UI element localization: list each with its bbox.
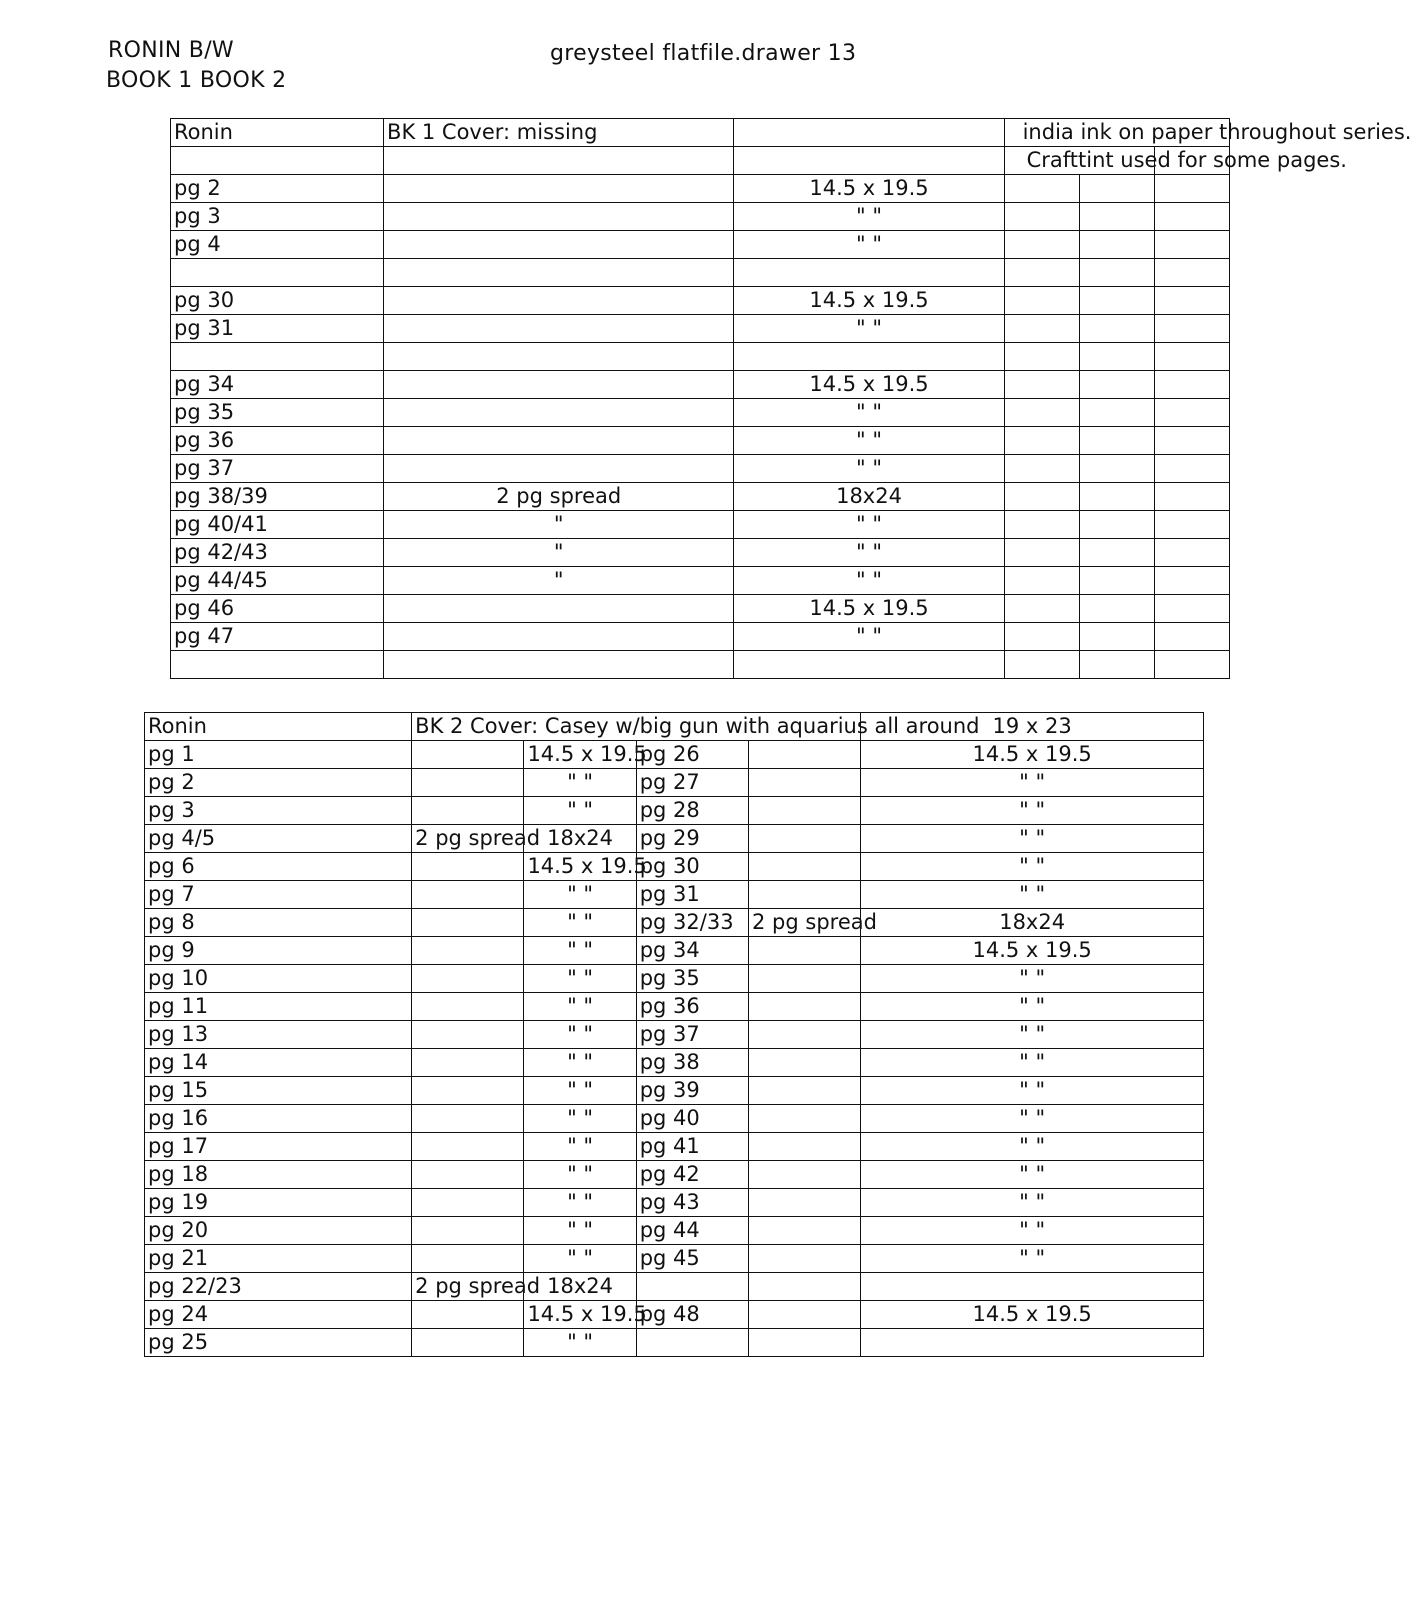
page-size: " ": [861, 1161, 1204, 1189]
page-number: pg 43: [636, 1189, 748, 1217]
page-size: " ": [524, 1161, 636, 1189]
page-number: pg 42: [636, 1161, 748, 1189]
page-size: " ": [861, 1021, 1204, 1049]
page-number: pg 36: [171, 427, 384, 455]
page-note: [412, 1049, 524, 1077]
page-size: " ": [734, 231, 1004, 259]
page-number: pg 29: [636, 825, 748, 853]
page-note: [384, 343, 734, 371]
page-size: " ": [734, 427, 1004, 455]
page-note: [412, 1189, 524, 1217]
table-row: [171, 651, 1230, 679]
page-size: 14.5 x 19.5: [861, 741, 1204, 769]
page-size: " ": [861, 1217, 1204, 1245]
page-number: pg 19: [145, 1189, 412, 1217]
page-note: [384, 623, 734, 651]
page-number: pg 7: [145, 881, 412, 909]
page-number: [636, 1329, 748, 1357]
table-row: [145, 1273, 1204, 1301]
page-number: pg 1: [145, 741, 412, 769]
page-size: " ": [524, 909, 636, 937]
table-row: [145, 881, 1204, 909]
page-number: pg 3: [145, 797, 412, 825]
table-row: [145, 741, 1204, 769]
page-note: [749, 1329, 861, 1357]
table-cell: [1079, 175, 1154, 203]
table-cell: [1079, 539, 1154, 567]
page-size: " ": [861, 993, 1204, 1021]
page-note: [749, 881, 861, 909]
table-row: [171, 203, 1230, 231]
book2-table: [144, 712, 1204, 1357]
table-cell: [1079, 399, 1154, 427]
page-size: 14.5 x 19.5: [861, 937, 1204, 965]
page-size: 14.5 x 19.5: [734, 175, 1004, 203]
page-number: pg 16: [145, 1105, 412, 1133]
table-cell: [1154, 651, 1229, 679]
page-number: pg 8: [145, 909, 412, 937]
page-size: " ": [524, 797, 636, 825]
table-row: [145, 1105, 1204, 1133]
page-note: [384, 651, 734, 679]
page-note: 2 pg spread: [749, 909, 861, 937]
page-size: [861, 1329, 1204, 1357]
table-row: [145, 1021, 1204, 1049]
table-cell: [1004, 315, 1079, 343]
page-note: [749, 1133, 861, 1161]
table-cell: [1004, 175, 1079, 203]
page-note: [384, 259, 734, 287]
table-cell: [1004, 231, 1079, 259]
page-number: pg 26: [636, 741, 748, 769]
table-cell: [1154, 203, 1229, 231]
page-number: pg 20: [145, 1217, 412, 1245]
page-note: [412, 1301, 524, 1329]
page-note: [412, 769, 524, 797]
page-note: [384, 175, 734, 203]
table-cell: [1079, 287, 1154, 315]
book1-label: Ronin: [171, 119, 384, 147]
page-note: [412, 797, 524, 825]
page-size: " ": [734, 399, 1004, 427]
page-note: [749, 741, 861, 769]
table-row: [171, 371, 1230, 399]
page-size: " ": [524, 1049, 636, 1077]
table-row: [145, 1077, 1204, 1105]
table-cell: [1079, 371, 1154, 399]
page-number: pg 38/39: [171, 483, 384, 511]
page-note: 2 pg spread: [412, 1273, 524, 1301]
page-note: [412, 965, 524, 993]
page-number: pg 21: [145, 1245, 412, 1273]
table-cell: [1079, 315, 1154, 343]
page-number: pg 34: [636, 937, 748, 965]
book1-cover: BK 1 Cover: missing: [384, 119, 734, 147]
table-cell: [1004, 371, 1079, 399]
table-cell: [1004, 567, 1079, 595]
page-size: " ": [734, 567, 1004, 595]
table-row: [171, 399, 1230, 427]
table-row: [171, 455, 1230, 483]
table-cell: [1154, 287, 1229, 315]
page-number: [636, 1273, 748, 1301]
table-row: [171, 231, 1230, 259]
page-size: [734, 651, 1004, 679]
table-cell: [171, 147, 384, 175]
table-cell: [1004, 539, 1079, 567]
table-row: [171, 343, 1230, 371]
table-cell: [1004, 651, 1079, 679]
book2-label: Ronin: [145, 713, 412, 741]
page-number: pg 44/45: [171, 567, 384, 595]
table-row: [145, 1245, 1204, 1273]
table-cell: [734, 119, 1004, 147]
table-row: [145, 965, 1204, 993]
table-cell: [1154, 455, 1229, 483]
page-note: [412, 1105, 524, 1133]
page-number: pg 31: [171, 315, 384, 343]
table-cell: [1004, 287, 1079, 315]
page-note: [749, 825, 861, 853]
page-note: [384, 427, 734, 455]
table-cell: [1154, 315, 1229, 343]
page-note: [749, 797, 861, 825]
table-cell: [1004, 203, 1079, 231]
page-note: [749, 965, 861, 993]
table-cell: [1004, 259, 1079, 287]
book1-table: [170, 118, 1411, 679]
page-number: pg 2: [171, 175, 384, 203]
page-number: pg 38: [636, 1049, 748, 1077]
page-size: " ": [861, 1133, 1204, 1161]
page-number: pg 15: [145, 1077, 412, 1105]
page-size: [734, 343, 1004, 371]
page-number: pg 37: [171, 455, 384, 483]
table-cell: [1004, 595, 1079, 623]
page-number: pg 30: [171, 287, 384, 315]
page-number: pg 36: [636, 993, 748, 1021]
header-title: RONIN B/W: [108, 38, 234, 63]
header-books: BOOK 1 BOOK 2: [106, 68, 287, 93]
table-row: [145, 1329, 1204, 1357]
page-size: " ": [734, 623, 1004, 651]
table-cell: [1079, 651, 1154, 679]
page-note: [412, 1161, 524, 1189]
page-number: pg 18: [145, 1161, 412, 1189]
page-number: pg 27: [636, 769, 748, 797]
page-number: pg 35: [636, 965, 748, 993]
page-size: " ": [734, 539, 1004, 567]
page-number: pg 35: [171, 399, 384, 427]
page-size: [861, 1273, 1204, 1301]
page-size: " ": [861, 1189, 1204, 1217]
page-note: [749, 1161, 861, 1189]
page-note: [412, 1133, 524, 1161]
page-number: pg 48: [636, 1301, 748, 1329]
page-note: [412, 881, 524, 909]
page-note: [412, 993, 524, 1021]
page-note: 2 pg spread: [412, 825, 524, 853]
page-number: pg 31: [636, 881, 748, 909]
table-cell: [1154, 259, 1229, 287]
page-size: " ": [524, 1105, 636, 1133]
page-number: pg 3: [171, 203, 384, 231]
table-cell: [1004, 343, 1079, 371]
page-size: " ": [861, 881, 1204, 909]
book2-cover: BK 2 Cover: Casey w/big gun with aquarius all around: [412, 713, 861, 741]
page-note: [749, 1189, 861, 1217]
page-size: " ": [861, 965, 1204, 993]
page-size: 18x24: [524, 1273, 636, 1301]
page-size: " ": [734, 315, 1004, 343]
page-size: " ": [861, 1077, 1204, 1105]
page-note: [749, 1245, 861, 1273]
page-number: pg 4: [171, 231, 384, 259]
page-size: 14.5 x 19.5: [734, 595, 1004, 623]
page-number: pg 17: [145, 1133, 412, 1161]
table-row: [145, 797, 1204, 825]
table-row: [171, 567, 1230, 595]
page-size: " ": [524, 993, 636, 1021]
page-note: [749, 937, 861, 965]
page-size: 18x24: [734, 483, 1004, 511]
page-number: pg 46: [171, 595, 384, 623]
table-row: [145, 1133, 1204, 1161]
page-note: [749, 1105, 861, 1133]
book1-note-crafttint: Crafttint used for some pages.: [1004, 147, 1154, 175]
page-number: pg 40/41: [171, 511, 384, 539]
table-row: [171, 483, 1230, 511]
page-number: pg 44: [636, 1217, 748, 1245]
page-note: [412, 909, 524, 937]
page-number: pg 47: [171, 623, 384, 651]
page-note: [384, 287, 734, 315]
table-cell: [1154, 483, 1229, 511]
table-cell: [1154, 343, 1229, 371]
table-cell: [1004, 399, 1079, 427]
table-cell: [734, 147, 1004, 175]
page-note: [384, 455, 734, 483]
page-number: pg 11: [145, 993, 412, 1021]
page-note: [384, 203, 734, 231]
table-cell: [384, 147, 734, 175]
page-note: [412, 1077, 524, 1105]
page-number: pg 42/43: [171, 539, 384, 567]
page-number: pg 40: [636, 1105, 748, 1133]
page-number: pg 45: [636, 1245, 748, 1273]
page-size: " ": [524, 1245, 636, 1273]
table-row: [145, 1217, 1204, 1245]
table-cell: [1004, 455, 1079, 483]
page-number: pg 6: [145, 853, 412, 881]
page-number: pg 30: [636, 853, 748, 881]
page-size: " ": [861, 1105, 1204, 1133]
table-row: [145, 853, 1204, 881]
table-row: [145, 769, 1204, 797]
table-cell: [1079, 231, 1154, 259]
table-cell: [1079, 455, 1154, 483]
table-cell: [1004, 483, 1079, 511]
page-number: pg 39: [636, 1077, 748, 1105]
page-note: [412, 1329, 524, 1357]
page-note: [412, 741, 524, 769]
table-row: [171, 259, 1230, 287]
header-location: greysteel flatfile.drawer 13: [550, 41, 857, 66]
page-number: pg 4/5: [145, 825, 412, 853]
page-size: " ": [861, 769, 1204, 797]
page-note: ": [384, 539, 734, 567]
page-note: [412, 1217, 524, 1245]
page-size: 14.5 x 19.5: [524, 1301, 636, 1329]
page-size: " ": [524, 1217, 636, 1245]
table-cell: [1154, 595, 1229, 623]
page-number: pg 2: [145, 769, 412, 797]
page-number: pg 37: [636, 1021, 748, 1049]
table-cell: [1079, 623, 1154, 651]
page-note: [749, 769, 861, 797]
page-number: [171, 651, 384, 679]
table-cell: [1154, 427, 1229, 455]
page-number: [171, 259, 384, 287]
table-row: [145, 937, 1204, 965]
page-note: ": [384, 511, 734, 539]
table-row: [145, 1301, 1204, 1329]
table-cell: [1079, 483, 1154, 511]
page-size: 18x24: [861, 909, 1204, 937]
page-size: " ": [524, 881, 636, 909]
page-size: " ": [861, 797, 1204, 825]
page-note: [749, 1217, 861, 1245]
page-note: [749, 1021, 861, 1049]
table-cell: [1079, 259, 1154, 287]
table-cell: [1079, 343, 1154, 371]
table-row: [171, 511, 1230, 539]
table-row: [171, 175, 1230, 203]
table-cell: [1154, 231, 1229, 259]
page-size: " ": [734, 203, 1004, 231]
table-row: [171, 539, 1230, 567]
page-size: 14.5 x 19.5: [861, 1301, 1204, 1329]
page-size: 14.5 x 19.5: [524, 853, 636, 881]
page-size: " ": [524, 965, 636, 993]
page-number: pg 22/23: [145, 1273, 412, 1301]
table-cell: [1154, 623, 1229, 651]
page-size: [734, 259, 1004, 287]
page-number: pg 32/33: [636, 909, 748, 937]
table-cell: [1004, 427, 1079, 455]
book2-cover-size: 19 x 23: [861, 713, 1204, 741]
page-size: " ": [524, 937, 636, 965]
page-number: pg 28: [636, 797, 748, 825]
page-note: [384, 231, 734, 259]
table-cell: [1154, 511, 1229, 539]
page-note: [749, 1077, 861, 1105]
table-cell: [1004, 511, 1079, 539]
table-cell: [1079, 567, 1154, 595]
page-note: [749, 993, 861, 1021]
page-number: pg 24: [145, 1301, 412, 1329]
table-cell: [1079, 203, 1154, 231]
table-cell: [1079, 511, 1154, 539]
table-cell: [1004, 623, 1079, 651]
page-note: [749, 1301, 861, 1329]
page-note: [749, 1273, 861, 1301]
page-note: [412, 1021, 524, 1049]
page-note: [412, 937, 524, 965]
page-size: " ": [524, 1329, 636, 1357]
page-number: pg 41: [636, 1133, 748, 1161]
page-note: [384, 595, 734, 623]
table-row: [171, 315, 1230, 343]
table-row: [171, 147, 1230, 175]
table-row: [171, 623, 1230, 651]
page-note: [384, 371, 734, 399]
page-number: pg 9: [145, 937, 412, 965]
page-number: pg 10: [145, 965, 412, 993]
page-size: 18x24: [524, 825, 636, 853]
table-cell: [1154, 175, 1229, 203]
page-size: 14.5 x 19.5: [734, 287, 1004, 315]
table-cell: [1154, 371, 1229, 399]
page-size: " ": [524, 1077, 636, 1105]
page-note: 2 pg spread: [384, 483, 734, 511]
table-row: [171, 119, 1230, 147]
page-size: " ": [524, 1189, 636, 1217]
page-size: " ": [861, 1245, 1204, 1273]
page-number: [171, 343, 384, 371]
page-note: [384, 399, 734, 427]
page-size: " ": [524, 1133, 636, 1161]
page-number: pg 13: [145, 1021, 412, 1049]
page-size: 14.5 x 19.5: [734, 371, 1004, 399]
table-row: [171, 427, 1230, 455]
table-cell: [1079, 427, 1154, 455]
table-row: [145, 825, 1204, 853]
page-size: " ": [734, 455, 1004, 483]
table-row: [171, 287, 1230, 315]
page-number: pg 14: [145, 1049, 412, 1077]
page-size: 14.5 x 19.5: [524, 741, 636, 769]
table-cell: [1154, 567, 1229, 595]
table-row: [145, 713, 1204, 741]
page-note: [384, 315, 734, 343]
page-note: ": [384, 567, 734, 595]
page-size: " ": [524, 1021, 636, 1049]
table-cell: [1079, 595, 1154, 623]
table-row: [145, 1189, 1204, 1217]
page-size: " ": [734, 511, 1004, 539]
table-row: [145, 993, 1204, 1021]
page-note: [412, 1245, 524, 1273]
page-size: " ": [861, 825, 1204, 853]
table-row: [145, 1161, 1204, 1189]
table-row: [145, 1049, 1204, 1077]
page-note: [412, 853, 524, 881]
table-row: [171, 595, 1230, 623]
table-cell: [1154, 399, 1229, 427]
page-size: " ": [861, 853, 1204, 881]
page-number: pg 34: [171, 371, 384, 399]
page-note: [749, 853, 861, 881]
page-size: " ": [861, 1049, 1204, 1077]
table-row: [145, 909, 1204, 937]
table-cell: [1154, 539, 1229, 567]
page-number: pg 25: [145, 1329, 412, 1357]
book1-note-media: india ink on paper throughout series.: [1004, 119, 1229, 147]
page-note: [749, 1049, 861, 1077]
page-size: " ": [524, 769, 636, 797]
